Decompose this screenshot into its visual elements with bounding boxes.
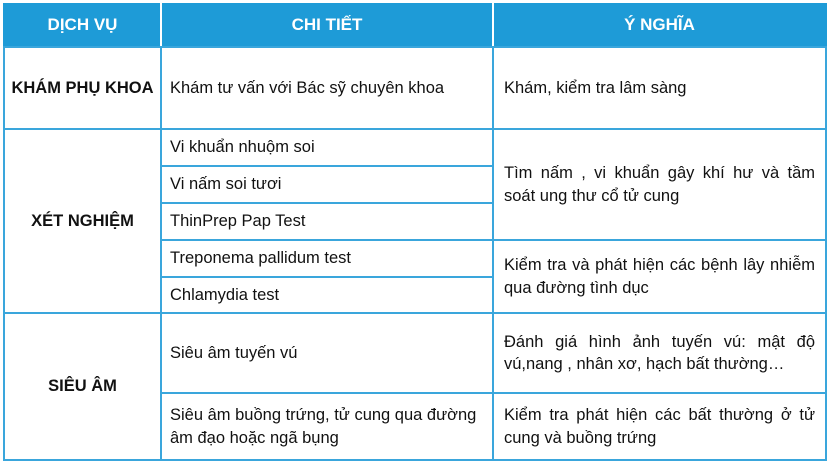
detail-sa-1: Siêu âm tuyến vú bbox=[161, 313, 493, 393]
table-row bbox=[4, 129, 826, 166]
detail-xn-1: Vi khuẩn nhuộm soi bbox=[161, 129, 493, 166]
detail-kham: Khám tư vấn với Bác sỹ chuyên khoa bbox=[161, 47, 493, 129]
table-body bbox=[4, 47, 826, 460]
meaning-xn-2: Kiểm tra và phát hiện các bệnh lây nhiễm qua đường tình dục bbox=[493, 240, 826, 313]
detail-xn-5: Chlamydia test bbox=[161, 277, 493, 313]
meaning-kham: Khám, kiểm tra lâm sàng bbox=[493, 47, 826, 129]
detail-xn-3: ThinPrep Pap Test bbox=[161, 203, 493, 240]
header-meaning: Ý NGHĨA bbox=[493, 4, 826, 47]
meaning-sa-2: Kiểm tra phát hiện các bất thường ở tử cung và buồng trứng bbox=[493, 393, 826, 460]
detail-xn-2: Vi nấm soi tươi bbox=[161, 166, 493, 203]
header-service: DỊCH VỤ bbox=[4, 4, 161, 47]
table-header bbox=[4, 4, 826, 47]
service-sieu-am: SIÊU ÂM bbox=[4, 313, 161, 460]
services-table bbox=[3, 3, 827, 461]
service-xet-nghiem: XÉT NGHIỆM bbox=[4, 129, 161, 313]
header-detail: CHI TIẾT bbox=[161, 4, 493, 47]
meaning-xn-1: Tìm nấm , vi khuẩn gây khí hư và tầm soát ung thư cổ tử cung bbox=[493, 129, 826, 240]
header-row bbox=[4, 4, 826, 47]
table-row bbox=[4, 313, 826, 393]
detail-sa-2: Siêu âm buồng trứng, tử cung qua đường âm đạo hoặc ngã bụng bbox=[161, 393, 493, 460]
meaning-sa-1: Đánh giá hình ảnh tuyến vú: mật độ vú,nang , nhân xơ, hạch bất thường… bbox=[493, 313, 826, 393]
service-kham: KHÁM PHỤ KHOA bbox=[4, 47, 161, 129]
detail-xn-4: Treponema pallidum test bbox=[161, 240, 493, 277]
table-row bbox=[4, 47, 826, 129]
